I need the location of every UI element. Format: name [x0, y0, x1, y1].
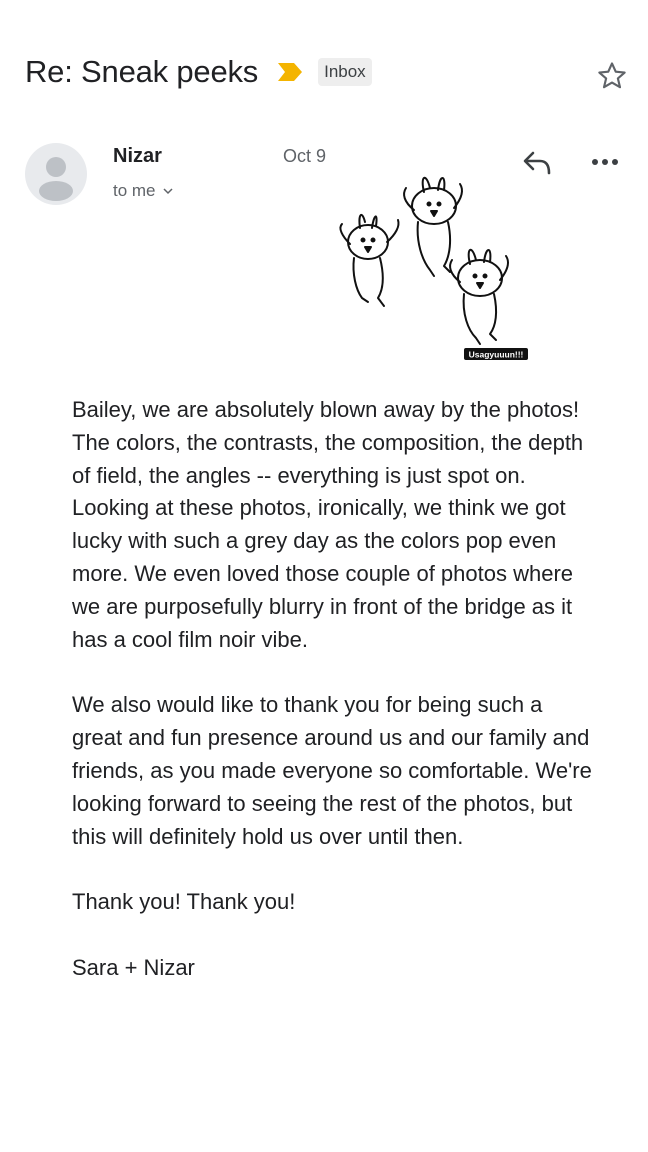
- bunny-sticker-image: [332, 170, 532, 365]
- avatar[interactable]: [25, 143, 87, 205]
- person-placeholder-icon: [25, 143, 87, 205]
- star-outline-icon[interactable]: [596, 60, 628, 92]
- message-date: Oct 9: [283, 146, 327, 166]
- recipient-details[interactable]: [113, 181, 174, 201]
- body-paragraph: Thank you! Thank you!: [72, 889, 296, 915]
- chevron-down-icon: [162, 187, 174, 195]
- email-subject: Re: Sneak peeks: [25, 54, 259, 89]
- bunny-middle: [404, 178, 462, 276]
- recipient-label: to me: [113, 181, 156, 200]
- sticker-caption: Usagyuuun!!!: [468, 349, 524, 360]
- more-horiz-icon[interactable]: [590, 151, 620, 173]
- importance-marker-icon[interactable]: [276, 61, 304, 83]
- body-paragraph: We also would like to thank you for being such a great and fun presence around us and our family and friends, as you made everyone so comfortable. We're looking forward to seeing the rest of the photos, but this will definitely hold us over until then.: [72, 692, 592, 849]
- bunny-left: [340, 215, 398, 306]
- sender-name[interactable]: Nizar: [113, 145, 162, 167]
- inbox-label-chip[interactable]: Inbox: [318, 58, 372, 86]
- email-body: [72, 394, 592, 1018]
- signature: Sara + Nizar: [72, 955, 195, 981]
- bunny-right: [450, 250, 508, 344]
- body-paragraph: Bailey, we are absolutely blown away by the photos! The colors, the contrasts, the composition, the depth of field, the angles -- everything is just spot on. Looking at these photos, ironically, we think we got lucky with such a grey day as the colors pop even more. We even loved those couple of photos where we are purposefully blurry in front of the bridge as it has a cool film noir vibe.: [72, 397, 584, 652]
- subject-header: [25, 48, 628, 96]
